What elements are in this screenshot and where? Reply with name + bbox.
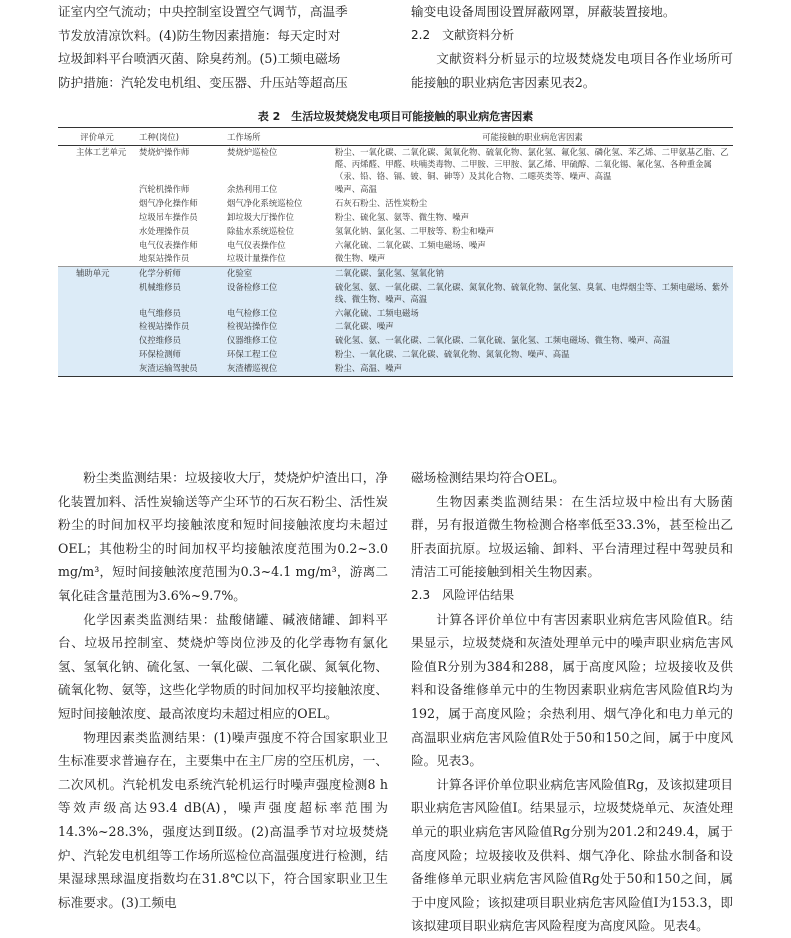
table-cell-factors: 石灰石粉尘、活性炭粉尘: [335, 198, 428, 209]
table-cell-place: 设备检修工位: [224, 281, 332, 307]
table-cell-place: 除盐水系统巡检位: [227, 225, 294, 236]
table-header-row: [58, 128, 733, 146]
table-cell-place: 卸垃圾大厅操作位: [227, 211, 294, 222]
table-header: 可能接触的职业病危害因素: [332, 128, 733, 146]
table-cell-place: 仪器维修工位: [224, 334, 332, 348]
table-row: [58, 146, 733, 184]
table-row: [58, 320, 733, 334]
table-row: [58, 252, 733, 266]
table-cell-unit: [58, 307, 136, 321]
table-cell-place: 灰渣槽巡视位: [224, 362, 332, 376]
table-cell-factors: 粉尘、一氧化碳、二氧化碳、硫氧化物、氮氧化物、噪声、高温: [332, 348, 733, 362]
bottom-right-column: [411, 466, 733, 938]
paragraph-risk-r: 计算各评价单位中有害因素职业病危害风险值R。结果显示，垃圾焚烧和灰渣处理单元中的噪声职业病危害风险值R分别为384和288，属于高度风险；垃圾接收及供料和设备维修单元中的生物因素职业病危害风险值R均为192，属于高度风险；余热利用、烟气净化和电力单元的高温职业病危害风险值R处于50和150之间，属于中度风险。见表3。: [411, 611, 733, 769]
table-cell-unit: [58, 362, 136, 376]
table-row: [58, 267, 733, 281]
table-cell-unit: 辅助单元: [58, 267, 136, 281]
table-cell-factors: 噪声、高温: [335, 184, 377, 195]
table-cell-job: 灰渣运输驾驶员: [136, 362, 224, 376]
table-cell-factors: 六氟化硫、工频电磁场: [332, 307, 733, 321]
table-cell-job: 水处理操作员: [139, 225, 190, 236]
table-cell-unit: 主体工艺单元: [76, 147, 127, 157]
table-cell-job: 烟气净化操作师: [139, 198, 198, 209]
table-cell-unit: [58, 197, 136, 211]
table-row: [58, 239, 733, 253]
table-cell-place: 检视站操作位: [224, 320, 332, 334]
table-cell-job: 焚烧炉操作师: [139, 147, 190, 157]
text-line: 证室内空气流动；中央控制室设置空气调节，高温季: [58, 4, 348, 19]
text-line: 输变电设备周围设置屏蔽网罩，屏蔽装置接地。: [411, 4, 676, 19]
table-row: [58, 307, 733, 321]
table-header: 工种(岗位): [136, 128, 224, 146]
table-cell-job: 化学分析师: [136, 267, 224, 281]
table-row: [58, 183, 733, 197]
table-cell-place: 电气仪表操作位: [227, 239, 286, 250]
table-cell-factors: 粉尘、硫化氢、氨等、微生物、噪声: [335, 211, 469, 222]
table-cell-factors: 六氟化硫、二氧化碳、工频电磁场、噪声: [335, 239, 486, 250]
table-cell-place: 烟气净化系统巡检位: [227, 198, 303, 209]
table-cell-factors: 二氧化碳、氯化氢、氢氧化钠: [332, 267, 733, 281]
table-cell-place: 垃圾计量操作位: [227, 253, 286, 264]
paragraph-biological: 生物因素类监测结果：在生活垃圾中检出有大肠菌群，另有报道微生物检测合格率低至33.3%，甚至检出乙肝表面抗原。垃圾运输、卸料、平台清理过程中驾驶员和清洁工可能接触到相关生物因素。: [411, 493, 733, 580]
bottom-left-column: [58, 466, 388, 914]
table-cell-job: 机械维修员: [136, 281, 224, 307]
table-cell-unit: [58, 183, 136, 197]
paragraph-chemical: 化学因素类监测结果：盐酸储罐、碱液储罐、卸料平台、垃圾吊控制室、焚烧炉等岗位涉及的化学毒物有氯化氢、氢氧化钠、硫化氢、一氧化碳、二氧化碳、氮氧化物、硫氧化物、氨等，这些化学物质的时间加权平均接触浓度、短时间接触浓度、最高浓度均未超过相应的OEL。: [58, 611, 388, 721]
table-cell-place: 焚烧炉巡检位: [227, 147, 278, 157]
top-left-column: [58, 0, 388, 94]
table-row: [58, 211, 733, 225]
table-row: [58, 334, 733, 348]
table-cell-job: 汽轮机操作师: [139, 184, 190, 195]
paragraph-risk-rg: 计算各评价单位职业病危害风险值Rg，及该拟建项目职业病危害风险值I。结果显示，垃圾焚烧单元、灰渣处理单元的职业病危害风险值Rg分别为201.2和249.4，属于高度风险；垃圾接收及供料、烟气净化、除盐水制备和设备维修单元职业病危害风险值Rg处于50和150之间，属于中度风险；该拟建项目职业病危害风险值I为153.3，即该拟建项目职业病危害风险程度为高度风险。见表4。: [411, 776, 733, 934]
table-cell-job: 垃圾吊车操作员: [139, 211, 198, 222]
text-line: 垃圾卸料平台喷洒灭菌、除臭药剂。(5)工频电磁场: [58, 51, 341, 67]
table-cell-factors: 氢氧化钠、氯化氢、二甲胺等、粉尘和噪声: [335, 225, 495, 236]
table-cell-job: 电气维修员: [136, 307, 224, 321]
table-cell-factors: 硫化氢、氨、一氧化碳、二氧化碳、二氧化硫、氯化氢、工频电磁场、微生物、噪声、高温: [332, 334, 733, 348]
paragraph: 文献资料分析显示的垃圾焚烧发电项目各作业场所可能接触的职业病危害因素见表2。: [411, 51, 733, 90]
table-row: [58, 197, 733, 211]
table-cell-unit: [58, 320, 136, 334]
table-header: 工作场所: [224, 128, 332, 146]
text-line: 防护措施：汽轮发电机组、变压器、升压站等超高压: [58, 74, 348, 90]
paragraph-dust: 粉尘类监测结果：垃圾接收大厅，焚烧炉炉渣出口，净化装置加料、活性炭输送等产尘环节的石灰石粉尘、活性炭粉尘的时间加权平均接触浓度和短时间接触浓度均未超过OEL；其他粉尘的时间加权平均接触浓度范围为0.2~3.0 mg/m³，短时间接触浓度范围为0.3~4.1 mg/m³，游离二氧化硅含量范围为3.6%~9.7%。: [58, 470, 388, 603]
table-header: 评价单元: [58, 128, 136, 146]
section-heading-2-3: 2.3 风险评估结果: [411, 587, 515, 602]
table-cell-job: 环保检测师: [136, 348, 224, 362]
table-cell-factors: 微生物、噪声: [335, 253, 386, 264]
table-cell-job: 地泵站操作员: [139, 253, 190, 264]
text-line: 磁场检测结果均符合OEL。: [411, 470, 565, 485]
text-line: 节发放清凉饮料。(4)防生物因素措施：每天定时对: [58, 27, 341, 43]
table-cell-unit: [58, 348, 136, 362]
table-cell-place: 余热利用工位: [227, 184, 278, 195]
table-row: [58, 225, 733, 239]
table-cell-unit: [58, 211, 136, 225]
table-cell-factors: 粉尘、一氧化碳、二氧化碳、氮氧化物、硫氧化物、氯化氢、氟化氢、磷化氢、苯乙烯、二甲氨基乙脂、乙醛、丙烯醛、甲醛、呋喃类毒物、二甲胺、三甲胺、氯乙烯、甲硫醇、二氧化锡、氟化氢、各种重金属（汞、铅、铬、镉、铍、铜、砷等）及其化合物、二噁英类等、噪声、高温: [335, 147, 729, 181]
table-cell-unit: [58, 334, 136, 348]
paragraph-physical: 物理因素类监测结果：(1)噪声强度不符合国家职业卫生标准要求普遍存在，主要集中在主厂房的空压机房，一、二次风机。汽轮机发电系统汽轮机运行时噪声强度检测8 h等效声级高达93.4 dB(A)，噪声强度超标率范围为14.3%~28.3%，强度达到Ⅱ级。(2)高温季节对垃圾焚烧炉、汽轮发电机组等工作场所巡检位高温强度进行检测，结果湿球黑球温度指数均在31.8℃以下，符合国家职业卫生标准要求。(3)工频电: [58, 729, 388, 910]
hazard-table: [58, 127, 733, 377]
table-cell-place: 环保工程工位: [224, 348, 332, 362]
table-row: [58, 348, 733, 362]
table-cell-factors: 二氧化碳、噪声: [332, 320, 733, 334]
table-cell-unit: [58, 239, 136, 253]
table-cell-unit: [58, 252, 136, 266]
top-right-column: [411, 0, 733, 94]
table-cell-factors: 粉尘、高温、噪声: [332, 362, 733, 376]
table-cell-factors: 硫化氢、氨、一氧化碳、二氧化碳、氮氧化物、硫氧化物、氯化氢、臭氧、电焊烟尘等、工频电磁场、紫外线、微生物、噪声、高温: [332, 281, 733, 307]
table-row: [58, 281, 733, 307]
table-cell-job: 检视站操作员: [136, 320, 224, 334]
table-cell-job: 电气仪表操作师: [139, 239, 198, 250]
table-cell-job: 仪控维修员: [136, 334, 224, 348]
table-caption: 表 2 生活垃圾焚烧发电项目可能接触的职业病危害因素: [257, 110, 534, 123]
table-cell-unit: [58, 225, 136, 239]
table-cell-place: 电气检修工位: [224, 307, 332, 321]
table-cell-unit: [58, 281, 136, 307]
table-cell-place: 化验室: [224, 267, 332, 281]
section-heading-2-2: 2.2 文献资料分析: [411, 27, 515, 42]
table-row: [58, 362, 733, 376]
